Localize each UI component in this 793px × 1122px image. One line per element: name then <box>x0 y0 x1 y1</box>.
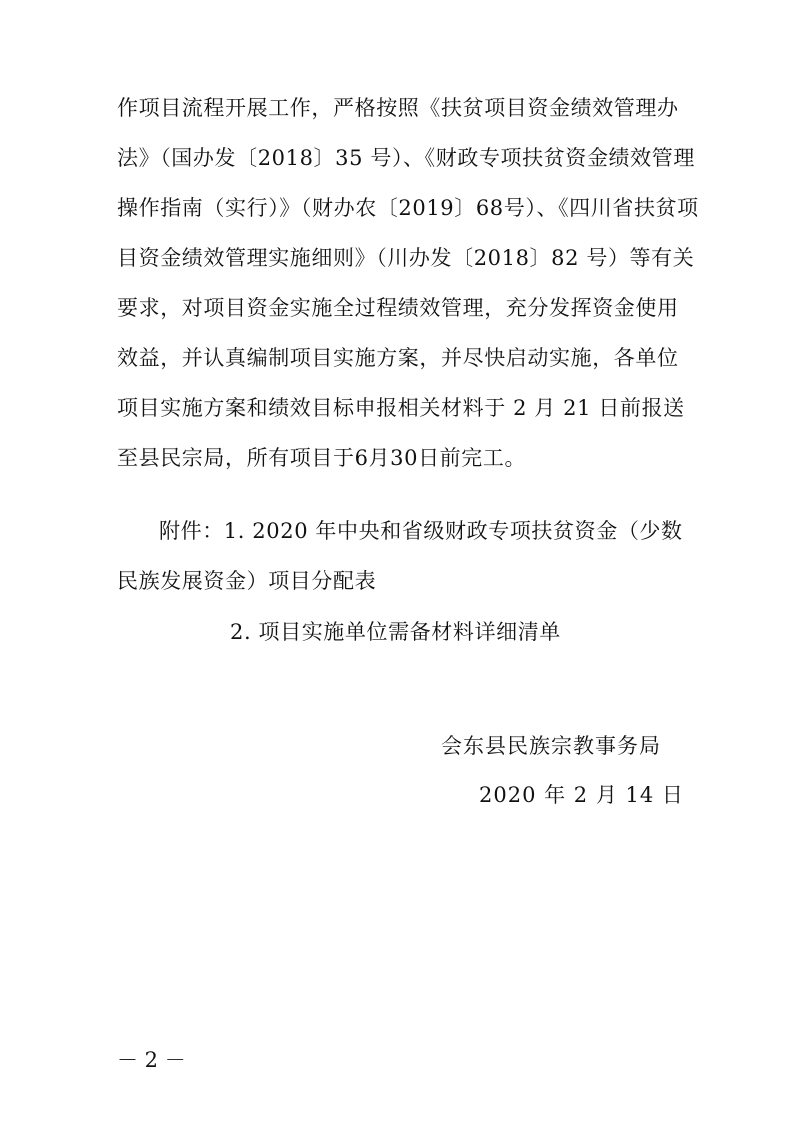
body-line-5: 要求，对项目资金实施全过程绩效管理，充分发挥资金使用 <box>117 296 679 320</box>
body-line-8: 至县民宗局，所有项目于6月30日前完工。 <box>117 446 527 470</box>
signature-date: 2020 年 2 月 14 日 <box>479 783 684 807</box>
attachment-line-3: 2. 项目实施单位需备材料详细清单 <box>230 620 561 644</box>
page-number: － 2 － <box>117 1048 186 1072</box>
body-line-2: 法》（国办发〔2018〕35 号）、《财政专项扶贫资金绩效管理 <box>117 146 695 170</box>
body-line-1: 作项目流程开展工作，严格按照《扶贫项目资金绩效管理办 <box>117 96 679 120</box>
body-line-4: 目资金绩效管理实施细则》（川办发〔2018〕82 号）等有关 <box>117 246 695 270</box>
body-line-7: 项目实施方案和绩效目标申报相关材料于 2 月 21 日前报送 <box>117 396 685 420</box>
body-line-3: 操作指南（实行）》（财办农〔2019〕68号）、《四川省扶贫项 <box>117 196 699 220</box>
body-line-6: 效益，并认真编制项目实施方案，并尽快启动实施，各单位 <box>117 346 679 370</box>
signature-organization: 会东县民族宗教事务局 <box>441 734 661 758</box>
attachment-line-2: 民族发展资金）项目分配表 <box>117 569 377 593</box>
attachment-line-1: 附件：1. 2020 年中央和省级财政专项扶贫资金（少数 <box>159 519 683 543</box>
